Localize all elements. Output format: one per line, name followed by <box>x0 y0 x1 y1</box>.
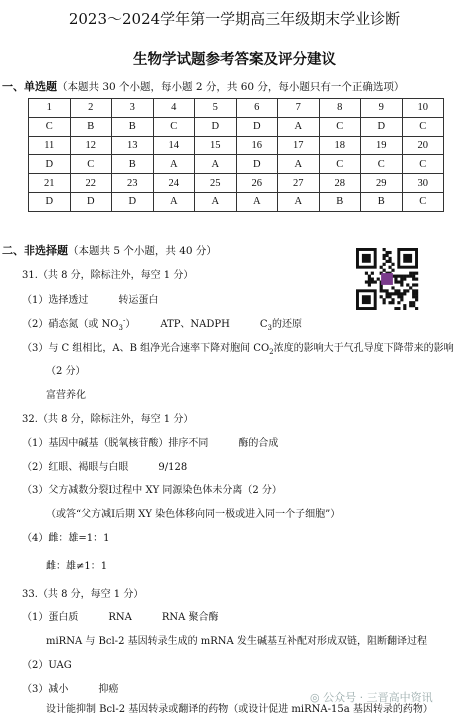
q32-answer-4a: （4）雌：雄=1：1 <box>22 533 110 544</box>
table-cell: 10 <box>402 99 444 118</box>
table-cell: 27 <box>278 174 320 193</box>
q31-a2-sub: 3 <box>118 324 123 332</box>
table-cell: B <box>112 155 154 174</box>
exam-title: 2023～2024学年第一学期高三年级期末学业诊断 <box>68 10 401 28</box>
table-cell: 2 <box>70 99 112 118</box>
q31-a2-post: 的还原 <box>271 319 302 330</box>
answer-key-title: 生物学试题参考答案及评分建议 <box>133 51 336 68</box>
table-cell: D <box>361 117 403 136</box>
table-row-question-numbers <box>29 136 444 155</box>
table-cell: C <box>319 117 361 136</box>
section2-heading: 二、非选择题 <box>2 244 68 257</box>
table-cell: 24 <box>153 174 195 193</box>
table-cell: B <box>112 117 154 136</box>
q31-a3-post: 浓度的影响大于气孔导度下降带来的影响 <box>273 343 454 354</box>
table-cell: 17 <box>278 136 320 155</box>
table-cell: C <box>402 117 444 136</box>
table-row-question-numbers <box>29 99 444 118</box>
section2-header <box>2 242 217 258</box>
table-cell: 4 <box>153 99 195 118</box>
table-cell: C <box>361 155 403 174</box>
q31-answer-3 <box>22 339 454 356</box>
section1-note: （本题共 30 个小题，每小题 2 分，共 60 分，每小题只有一个正确选项） <box>57 81 405 93</box>
table-cell: 13 <box>112 136 154 155</box>
section1-heading: 一、单选题 <box>2 80 57 93</box>
table-cell: 12 <box>70 136 112 155</box>
q31-a2-pre: （2）硝态氮（或 NO <box>22 319 119 330</box>
q32-answer-2: （2）红眼、褐眼与白眼 9/128 <box>22 462 188 473</box>
q31-a3-pre: （3）与 C 组相比，A、B 组净光合速率下降对胞间 CO <box>22 343 270 354</box>
q31-answer-2 <box>22 315 302 332</box>
table-cell: 16 <box>236 136 278 155</box>
table-cell: 1 <box>29 99 71 118</box>
table-cell: 7 <box>278 99 320 118</box>
q31-answer-1: （1）选择透过 转运蛋白 <box>22 295 159 306</box>
table-cell: B <box>70 117 112 136</box>
q31-a3-score: （2 分） <box>46 366 86 377</box>
q31-a2-mid: ） ATP、NADPH C <box>125 319 268 330</box>
table-cell: 22 <box>70 174 112 193</box>
q32-header: 32.（共 8 分，除标注外，每空 1 分） <box>22 414 194 425</box>
table-row-question-numbers <box>29 174 444 193</box>
table-cell: D <box>236 155 278 174</box>
table-cell: 30 <box>402 174 444 193</box>
table-cell: 9 <box>361 99 403 118</box>
table-cell: C <box>29 117 71 136</box>
q32-answer-4b: 雌：雄≠1：1 <box>46 561 108 572</box>
table-cell: A <box>278 155 320 174</box>
watermark-text: 公众号 · 三晋高中资讯 <box>323 691 433 704</box>
table-cell: D <box>236 117 278 136</box>
q33-answer-3: （3）减小 抑癌 <box>22 684 119 695</box>
table-cell: D <box>29 155 71 174</box>
q31-a3-extra: 富营养化 <box>46 390 86 401</box>
table-cell: A <box>278 117 320 136</box>
qr-code-image <box>354 248 420 310</box>
table-cell: 14 <box>153 136 195 155</box>
answer-table <box>28 98 444 212</box>
q32-a3-alt: （或答“父方减Ⅰ后期 XY 染色体移向同一极或进入同一个子细胞”） <box>46 509 341 520</box>
table-cell: A <box>195 155 237 174</box>
q33-answer-2: （2）UAG <box>22 660 72 671</box>
table-row-answers <box>29 192 444 211</box>
table-cell: C <box>402 155 444 174</box>
q32-answer-3: （3）父方减数分裂Ⅰ过程中 XY 同源染色体未分离（2 分） <box>22 485 282 496</box>
table-cell: B <box>361 192 403 211</box>
q33-answer-1: （1）蛋白质 RNA RNA 聚合酶 <box>22 612 219 623</box>
q33-header: 33.（共 8 分，每空 1 分） <box>22 589 144 600</box>
q31-header: 31.（共 8 分，除标注外，每空 1 分） <box>22 270 194 281</box>
q31-a2-sub2: 3 <box>267 324 272 332</box>
table-cell: 19 <box>361 136 403 155</box>
wechat-icon: ◎ <box>310 691 320 704</box>
table-cell: 21 <box>29 174 71 193</box>
table-cell: 25 <box>195 174 237 193</box>
table-cell: B <box>319 192 361 211</box>
table-cell: C <box>70 155 112 174</box>
table-cell: 29 <box>361 174 403 193</box>
table-cell: A <box>153 192 195 211</box>
table-cell: A <box>278 192 320 211</box>
watermark <box>310 689 433 705</box>
table-cell: 3 <box>112 99 154 118</box>
table-cell: 11 <box>29 136 71 155</box>
section2-note: （本题共 5 个小题，共 40 分） <box>68 245 217 257</box>
table-cell: 8 <box>319 99 361 118</box>
q33-a1-extra: miRNA 与 Bcl-2 基因转录生成的 mRNA 发生碱基互补配对形成双链，阻断翻译过程 <box>46 636 427 647</box>
table-cell: 5 <box>195 99 237 118</box>
table-cell: A <box>153 155 195 174</box>
table-cell: D <box>112 192 154 211</box>
q31-a3-sub: 2 <box>269 348 274 356</box>
q32-answer-1: （1）基因中碱基（脱氧核苷酸）排序不同 酶的合成 <box>22 438 279 449</box>
table-cell: 15 <box>195 136 237 155</box>
q31-a2-sup: - <box>122 316 126 325</box>
table-cell: D <box>29 192 71 211</box>
table-cell: 28 <box>319 174 361 193</box>
table-cell: C <box>319 155 361 174</box>
table-cell: C <box>153 117 195 136</box>
table-row-answers <box>29 117 444 136</box>
table-cell: A <box>236 192 278 211</box>
table-cell: 23 <box>112 174 154 193</box>
table-cell: 6 <box>236 99 278 118</box>
q33-a3-extra: 设计能抑制 Bcl-2 基因转录或翻译的药物（或设计促进 miRNA-15a 基因转录的药物） <box>46 704 433 715</box>
table-cell: D <box>195 117 237 136</box>
table-cell: A <box>195 192 237 211</box>
table-cell: 26 <box>236 174 278 193</box>
table-cell: 20 <box>402 136 444 155</box>
table-cell: 18 <box>319 136 361 155</box>
table-cell: C <box>402 192 444 211</box>
table-cell: D <box>70 192 112 211</box>
table-row-answers <box>29 155 444 174</box>
section1-header <box>2 78 404 94</box>
